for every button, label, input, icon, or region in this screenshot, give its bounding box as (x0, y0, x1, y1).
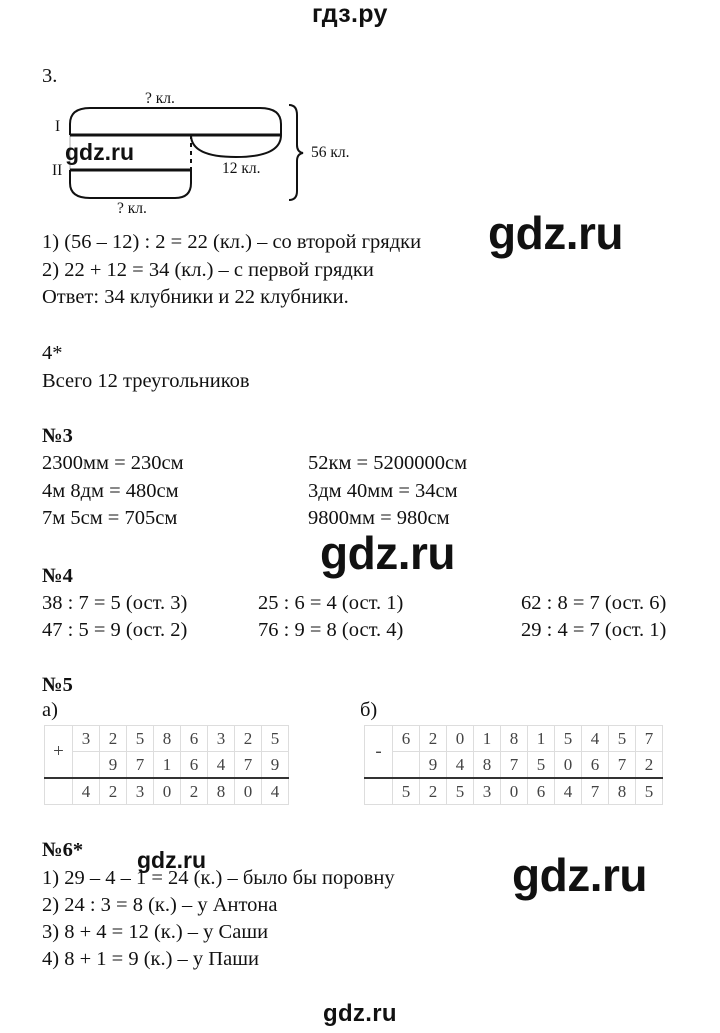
result-digit-cell: 8 (208, 778, 235, 805)
result-digit-cell: 2 (100, 778, 127, 805)
task3-number: 3. (42, 65, 58, 87)
result-digit-cell: 4 (73, 778, 100, 805)
result-digit-cell: 5 (393, 778, 420, 805)
digit-cell: 6 (181, 726, 208, 752)
no3-right-1: 52км = 5200000см (308, 452, 468, 474)
diagram-top-question: ? кл. (145, 90, 175, 107)
digit-cell: 6 (393, 726, 420, 752)
no3-right-3: 9800мм = 980см (308, 507, 450, 529)
digit-cell: 2 (235, 726, 262, 752)
diagram-bottom-question: ? кл. (117, 200, 147, 217)
digit-cell (73, 752, 100, 779)
site-footer-title: gdz.ru (323, 1000, 397, 1027)
result-digit-cell: 0 (154, 778, 181, 805)
watermark: gdz.ru (320, 527, 455, 579)
no3-left-2: 4м 8дм = 480см (42, 480, 179, 502)
digit-cell: 0 (555, 752, 582, 779)
diagram-row2-label: II (52, 162, 63, 179)
result-digit-cell: 5 (636, 778, 663, 805)
no5-heading: №5 (42, 674, 73, 696)
digit-cell: 6 (181, 752, 208, 779)
watermark: gdz.ru (137, 847, 206, 873)
task4-text: Всего 12 треугольников (42, 370, 250, 392)
diagram-total-label: 56 кл. (311, 144, 350, 161)
digit-cell: 3 (73, 726, 100, 752)
result-digit-cell: 4 (262, 778, 289, 805)
task3-step-1: 1) (56 – 12) : 2 = 22 (кл.) – со второй грядки (42, 231, 422, 253)
no6-heading: №6* (42, 839, 84, 861)
digit-cell: 4 (208, 752, 235, 779)
digit-cell: 7 (127, 752, 154, 779)
digit-cell: 9 (262, 752, 289, 779)
digit-cell: 7 (235, 752, 262, 779)
empty-cell (365, 778, 393, 805)
site-header-title: гдз.ру (312, 0, 388, 28)
operator-plus: + (45, 726, 73, 779)
digit-cell: 7 (609, 752, 636, 779)
no4-c2-1: 25 : 6 = 4 (ост. 1) (258, 592, 404, 614)
no6-step-4: 4) 8 + 1 = 9 (к.) – у Паши (42, 948, 259, 970)
digit-cell: 1 (528, 726, 555, 752)
digit-cell: 5 (528, 752, 555, 779)
result-digit-cell: 7 (582, 778, 609, 805)
task4-number: 4* (42, 342, 63, 364)
result-digit-cell: 5 (447, 778, 474, 805)
column-subtraction-table (364, 725, 663, 805)
no3-heading: №3 (42, 425, 73, 447)
result-digit-cell: 2 (181, 778, 208, 805)
digit-cell: 6 (582, 752, 609, 779)
watermark: gdz.ru (512, 849, 647, 901)
digit-cell: 4 (447, 752, 474, 779)
result-digit-cell: 4 (555, 778, 582, 805)
no6-step-3: 3) 8 + 4 = 12 (к.) – у Саши (42, 921, 269, 943)
digit-cell: 1 (154, 752, 181, 779)
digit-cell: 5 (555, 726, 582, 752)
result-digit-cell: 0 (235, 778, 262, 805)
digit-cell: 9 (100, 752, 127, 779)
no4-c2-2: 76 : 9 = 8 (ост. 4) (258, 619, 404, 641)
no4-heading: №4 (42, 565, 73, 587)
no3-left-3: 7м 5см = 705см (42, 507, 178, 529)
result-digit-cell: 3 (127, 778, 154, 805)
no5-b-label: б) (360, 699, 378, 721)
digit-cell: 5 (127, 726, 154, 752)
no3-right-2: 3дм 40мм = 34см (308, 480, 458, 502)
digit-cell: 1 (474, 726, 501, 752)
digit-cell: 8 (474, 752, 501, 779)
no3-left-1: 2300мм = 230см (42, 452, 184, 474)
task3-answer: Ответ: 34 клубники и 22 клубники. (42, 286, 349, 308)
result-digit-cell: 6 (528, 778, 555, 805)
no4-c3-1: 62 : 8 = 7 (ост. 6) (521, 592, 667, 614)
digit-cell: 9 (420, 752, 447, 779)
diagram-row1-label: I (55, 118, 61, 135)
digit-cell: 3 (208, 726, 235, 752)
digit-cell (393, 752, 420, 779)
no4-c3-2: 29 : 4 = 7 (ост. 1) (521, 619, 667, 641)
no6-step-1: 1) 29 – 4 – 1 = 24 (к.) – было бы поровну (42, 867, 395, 889)
digit-cell: 5 (609, 726, 636, 752)
diagram-difference-label: 12 кл. (222, 160, 261, 177)
result-digit-cell: 8 (609, 778, 636, 805)
digit-cell: 7 (501, 752, 528, 779)
no5-a-label: а) (42, 699, 58, 721)
no4-c1-2: 47 : 5 = 9 (ост. 2) (42, 619, 188, 641)
digit-cell: 8 (501, 726, 528, 752)
digit-cell: 0 (447, 726, 474, 752)
digit-cell: 2 (420, 726, 447, 752)
no4-c1-1: 38 : 7 = 5 (ост. 3) (42, 592, 188, 614)
result-digit-cell: 3 (474, 778, 501, 805)
result-digit-cell: 2 (420, 778, 447, 805)
digit-cell: 8 (154, 726, 181, 752)
no6-step-2: 2) 24 : 3 = 8 (к.) – у Антона (42, 894, 278, 916)
bar-diagram-icon (0, 0, 720, 230)
digit-cell: 4 (582, 726, 609, 752)
result-digit-cell: 0 (501, 778, 528, 805)
empty-cell (45, 778, 73, 805)
digit-cell: 2 (636, 752, 663, 779)
digit-cell: 5 (262, 726, 289, 752)
watermark: gdz.ru (65, 139, 134, 165)
watermark: gdz.ru (488, 207, 623, 259)
task3-step-2: 2) 22 + 12 = 34 (кл.) – с первой грядки (42, 259, 374, 281)
operator-minus: - (365, 726, 393, 779)
column-addition-table (44, 725, 289, 805)
digit-cell: 2 (100, 726, 127, 752)
digit-cell: 7 (636, 726, 663, 752)
